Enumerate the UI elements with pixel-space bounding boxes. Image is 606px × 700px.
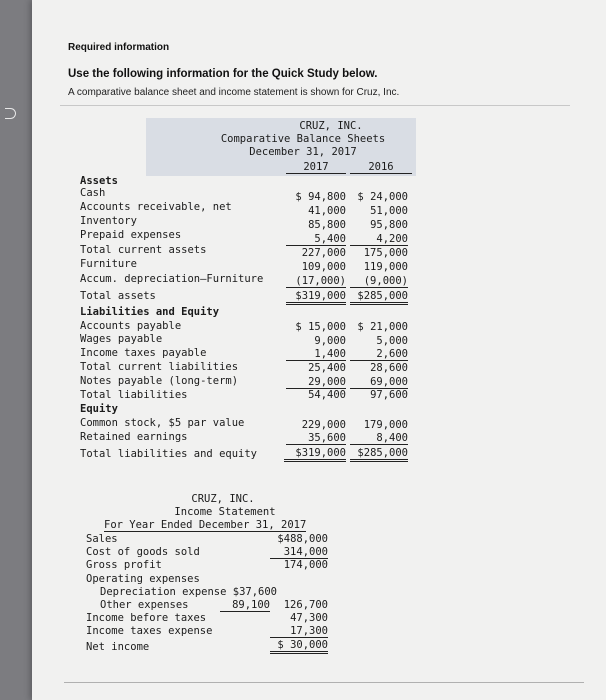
- row-label: Common stock, $5 par value: [80, 417, 245, 429]
- is-label: Other expenses: [100, 599, 189, 611]
- cell-2016: 95,800: [370, 219, 408, 231]
- is-value: $488,000: [277, 533, 328, 545]
- cell-2016: $ 21,000: [357, 321, 408, 333]
- is-label: Gross profit: [86, 559, 162, 571]
- row-label: Inventory: [80, 215, 137, 227]
- divider: [60, 105, 570, 106]
- cell-2017: 35,600: [286, 432, 346, 445]
- row-label: Furniture: [80, 258, 137, 270]
- cell-2017: 1,400: [286, 348, 346, 361]
- is-label: Sales: [86, 533, 118, 545]
- cell-2016: 5,000: [376, 335, 408, 347]
- cell-2016: 69,000: [350, 376, 408, 389]
- assets-heading: Assets: [80, 175, 118, 187]
- cell-2017: 109,000: [301, 261, 346, 273]
- cell-2016: $ 24,000: [357, 191, 408, 203]
- equity-heading: Equity: [80, 403, 118, 415]
- is-title: Income Statement: [174, 506, 276, 518]
- liabilities-heading: Liabilities and Equity: [80, 306, 220, 318]
- row-label: Retained earnings: [80, 431, 188, 443]
- is-value: 89,100: [220, 599, 270, 612]
- bottom-divider: [64, 682, 584, 683]
- bs-date: December 31, 2017: [249, 146, 357, 158]
- row-label: Total liabilities and equity: [80, 448, 258, 460]
- cell-2017: $ 15,000: [295, 321, 346, 333]
- cell-2017: 227,000: [301, 247, 346, 259]
- is-period: For Year Ended December 31, 2017: [104, 519, 307, 531]
- is-label: Net income: [86, 641, 150, 653]
- cell-2016: $285,000: [350, 447, 408, 462]
- cell-2017: 25,400: [308, 362, 346, 374]
- cell-2017: 54,400: [308, 389, 346, 401]
- is-label: Cost of goods sold: [86, 546, 200, 558]
- cell-2017: 9,000: [314, 335, 346, 347]
- cell-2017: $319,000: [284, 447, 346, 462]
- is-value: 174,000: [283, 559, 328, 571]
- cell-2017: (17,000): [286, 275, 346, 288]
- cell-2016: 97,600: [370, 389, 408, 401]
- is-label: Operating expenses: [86, 573, 200, 585]
- is-company: CRUZ, INC.: [191, 493, 255, 505]
- instruction-heading: Use the following information for the Quick Study below.: [68, 68, 378, 80]
- row-label: Accounts receivable, net: [80, 201, 232, 213]
- cell-2016: 4,200: [350, 233, 408, 246]
- cell-2016: 119,000: [363, 261, 408, 273]
- cell-2016: (9,000): [350, 275, 408, 288]
- cell-2016: 28,600: [370, 362, 408, 374]
- required-info-label: Required information: [68, 42, 170, 53]
- is-value: 47,300: [290, 612, 328, 624]
- description-text: A comparative balance sheet and income statement is shown for Cruz, Inc.: [68, 87, 400, 98]
- bs-col-2016: 2016: [350, 161, 412, 174]
- row-label: Prepaid expenses: [80, 229, 182, 241]
- bs-company: CRUZ, INC.: [299, 120, 363, 132]
- is-label: Income taxes expense: [86, 625, 213, 637]
- row-label: Accum. depreciation–Furniture: [80, 273, 264, 285]
- is-value: $ 30,000: [270, 639, 328, 654]
- is-label: Income before taxes: [86, 612, 207, 624]
- is-label: Depreciation expense $37,600: [100, 586, 278, 598]
- cell-2016: 8,400: [350, 432, 408, 445]
- cell-2016: 179,000: [363, 419, 408, 431]
- cell-2016: 175,000: [363, 247, 408, 259]
- cell-2017: $319,000: [286, 290, 346, 305]
- row-label: Notes payable (long-term): [80, 375, 239, 387]
- cell-2016: 2,600: [350, 348, 408, 361]
- cell-2017: $ 94,800: [295, 191, 346, 203]
- cell-2016: $285,000: [350, 290, 408, 305]
- row-label: Cash: [80, 187, 106, 199]
- row-label: Wages payable: [80, 333, 163, 345]
- row-label: Total assets: [80, 290, 156, 302]
- is-value: 126,700: [283, 599, 328, 611]
- cell-2017: 41,000: [308, 205, 346, 217]
- row-label: Total current liabilities: [80, 361, 239, 373]
- row-label: Income taxes payable: [80, 347, 207, 359]
- row-label: Accounts payable: [80, 320, 182, 332]
- cell-2017: 85,800: [308, 219, 346, 231]
- is-value: 17,300: [270, 625, 328, 638]
- bs-title: Comparative Balance Sheets: [220, 133, 386, 145]
- bs-col-2017: 2017: [286, 161, 346, 174]
- row-label: Total current assets: [80, 244, 207, 256]
- page-edge-mark: [5, 108, 16, 119]
- is-value: 314,000: [270, 546, 328, 559]
- cell-2017: 229,000: [301, 419, 346, 431]
- row-label: Total liabilities: [80, 389, 188, 401]
- cell-2017: 5,400: [286, 233, 346, 246]
- cell-2016: 51,000: [370, 205, 408, 217]
- cell-2017: 29,000: [286, 376, 346, 389]
